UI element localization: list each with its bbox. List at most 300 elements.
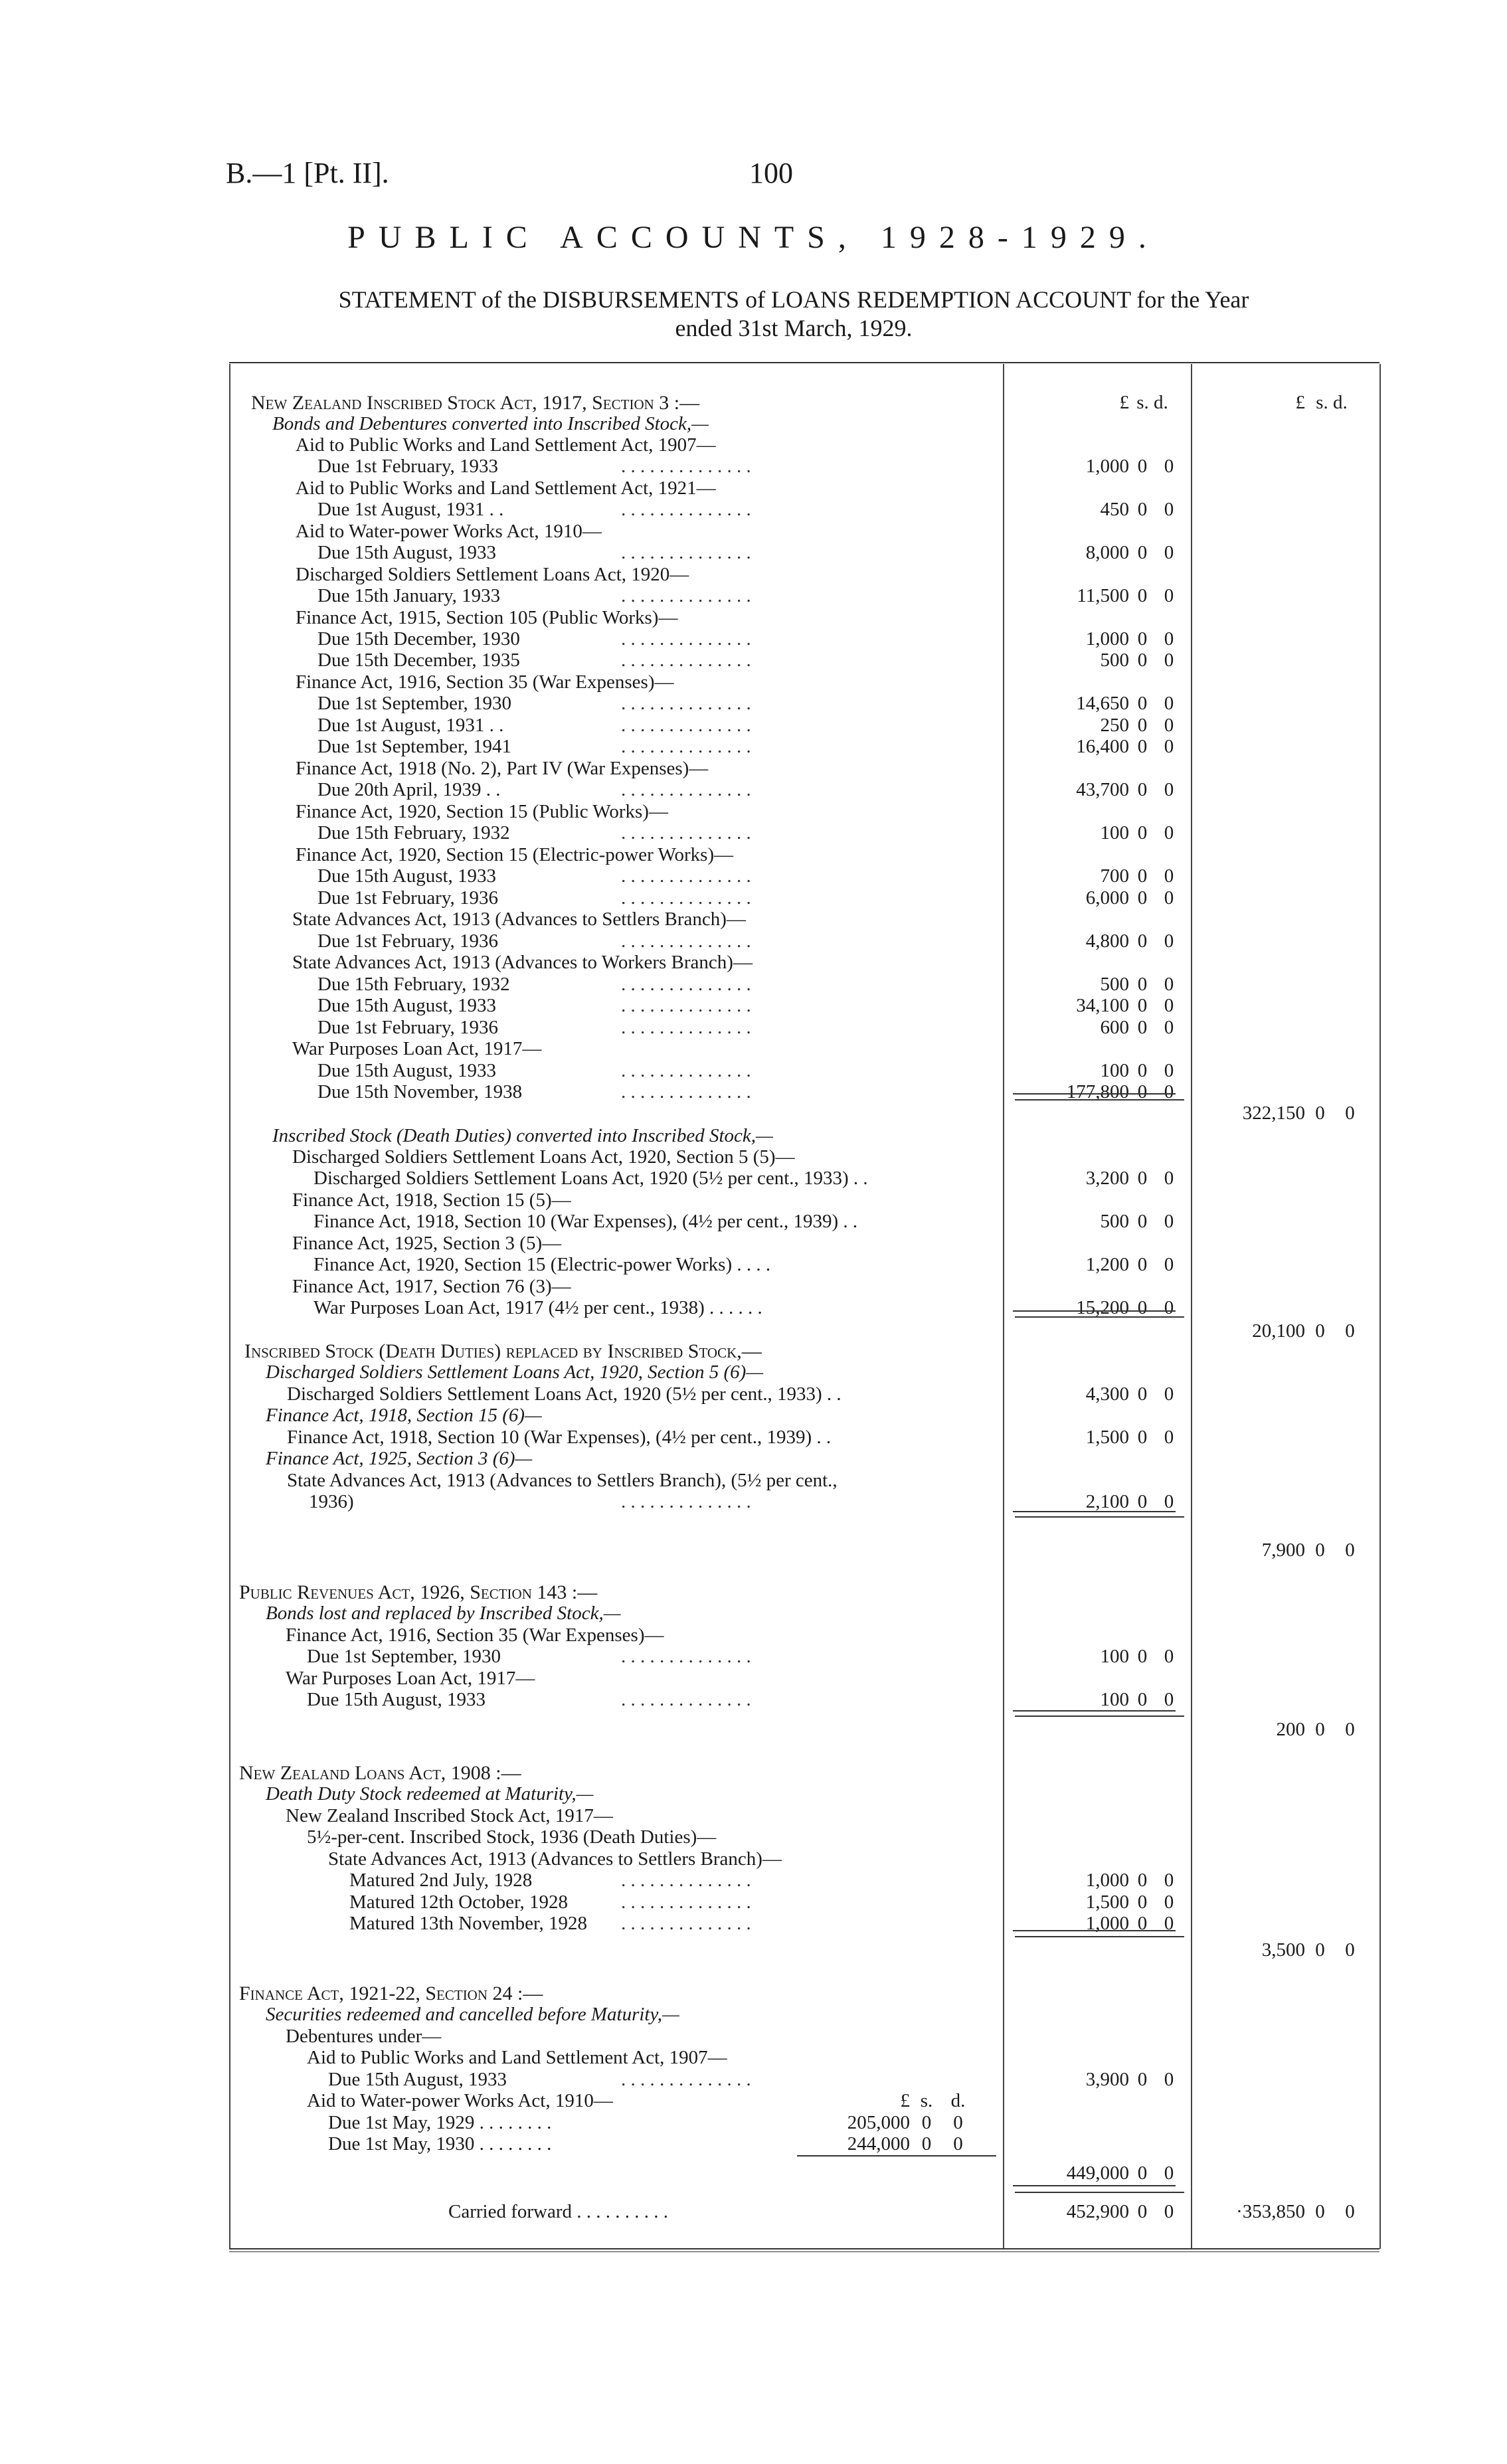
shillings: 0 xyxy=(1137,1297,1148,1318)
row-label: State Advances Act, 1913 (Advances to Settlers Branch)— xyxy=(328,1848,782,1870)
inner-pence: d. xyxy=(950,2090,966,2111)
row-label: State Advances Act, 1913 (Advances to Workers Branch)— xyxy=(292,952,753,973)
table-row xyxy=(0,801,1507,823)
table-row xyxy=(0,1102,1507,1124)
row-label: Finance Act, 1918, Section 15 (6)— xyxy=(266,1405,542,1426)
total-amount: ·353,850 xyxy=(1236,2201,1305,2222)
table-row xyxy=(0,671,1507,693)
shillings: 0 xyxy=(1137,1913,1148,1934)
table-row xyxy=(0,1060,1507,1082)
shillings: 0 xyxy=(1137,628,1148,650)
table-row xyxy=(0,1320,1507,1342)
pence: 0 xyxy=(1164,1870,1174,1891)
row-label: Aid to Water-power Works Act, 1910— xyxy=(307,2090,613,2111)
inner-pence: 0 xyxy=(953,2112,963,2133)
row-label: Due 1st February, 1936 xyxy=(317,1017,498,1038)
row-label: Due 1st September, 1930 xyxy=(307,1646,501,1667)
subtotal-rule xyxy=(1015,1936,1184,1937)
row-label: State Advances Act, 1913 (Advances to Settlers Branch)— xyxy=(292,909,746,930)
amount: 15,200 xyxy=(1076,1297,1129,1318)
table-row xyxy=(0,1982,1507,2004)
shillings: 0 xyxy=(1137,585,1148,606)
pence: 0 xyxy=(1164,693,1174,714)
row-label: Due 15th February, 1932 xyxy=(317,822,510,843)
dot-leader: . . . . . . . . . . . . . . xyxy=(621,736,751,757)
subtotal-rule xyxy=(1015,1099,1184,1100)
table-row xyxy=(0,499,1507,521)
row-label: Due 15th August, 1933 xyxy=(317,995,497,1016)
shillings: 0 xyxy=(1137,736,1148,757)
table-row xyxy=(0,2133,1507,2155)
amount: 3,900 xyxy=(1085,2069,1129,2090)
page-number: 100 xyxy=(749,157,793,189)
statement-title-line1: STATEMENT of the DISBURSEMENTS of LOANS REDEMPTION ACCOUNT for the Year xyxy=(338,286,1249,313)
dot-leader: . . . . . . . . . . . . . . xyxy=(621,995,751,1016)
shillings: 0 xyxy=(1137,930,1148,952)
dot-leader: . . . . . . . . . . . . . . xyxy=(621,650,751,671)
row-label: Finance Act, 1918 (No. 2), Part IV (War Expenses)— xyxy=(296,758,709,779)
row-label: Due 1st February, 1933 xyxy=(317,456,498,477)
amount: 1,000 xyxy=(1085,628,1129,650)
col2-sd-header: s. d. xyxy=(1316,392,1348,413)
amount: 700 xyxy=(1100,865,1129,887)
table-row xyxy=(0,1689,1507,1711)
dot-leader: . . . . . . . . . . . . . . xyxy=(621,1646,751,1667)
row-label: Bonds lost and replaced by Inscribed Stock,— xyxy=(266,1603,621,1624)
table-row xyxy=(0,952,1507,974)
table-row xyxy=(0,1405,1507,1427)
pence: 0 xyxy=(1164,1254,1174,1275)
total-shillings: 0 xyxy=(1315,2201,1325,2222)
column-rule xyxy=(1013,1310,1176,1312)
dot-leader: . . . . . . . . . . . . . . xyxy=(621,715,751,736)
shillings: 0 xyxy=(1137,693,1148,714)
pence: 0 xyxy=(1164,2069,1174,2090)
shillings: 0 xyxy=(1137,779,1148,800)
amount: 34,100 xyxy=(1076,995,1129,1016)
amount: 1,500 xyxy=(1085,1892,1129,1913)
table-row xyxy=(0,715,1507,737)
row-label: Finance Act, 1920, Section 15 (Electric-power Works) . . . . xyxy=(313,1254,771,1275)
table-row xyxy=(0,1783,1507,1805)
table-row xyxy=(0,1826,1507,1848)
row-label: Discharged Soldiers Settlement Loans Act, 1920, Section 5 (5)— xyxy=(292,1146,795,1168)
table-row xyxy=(0,564,1507,586)
dot-leader: . . . . . . . . . . . . . . xyxy=(621,865,751,887)
shillings: 0 xyxy=(1137,1892,1148,1913)
pence: 0 xyxy=(1164,1383,1174,1405)
amount: 4,800 xyxy=(1085,930,1129,952)
table-row xyxy=(0,1668,1507,1690)
table-row xyxy=(0,585,1507,607)
dot-leader: . . . . . . . . . . . . . . xyxy=(621,974,751,995)
table-row xyxy=(0,392,1507,414)
amount: 500 xyxy=(1100,650,1129,671)
table-row xyxy=(0,865,1507,887)
dot-leader: . . . . . . . . . . . . . . xyxy=(621,1689,751,1710)
dot-leader: . . . . . . . . . . . . . . xyxy=(621,1017,751,1038)
subtotal-rule xyxy=(1015,1716,1184,1717)
row-label: Public Revenues Act, 1926, Section 143 :— xyxy=(239,1581,598,1603)
dot-leader: . . . . . . . . . . . . . . xyxy=(621,1060,751,1081)
table-row xyxy=(0,628,1507,650)
total-amount: 200 xyxy=(1276,1719,1305,1740)
row-label: Discharged Soldiers Settlement Loans Act, 1920 (5½ per cent., 1933) . . xyxy=(313,1168,868,1189)
shillings: 0 xyxy=(1137,1060,1148,1081)
amount: 8,000 xyxy=(1085,542,1129,563)
table-row xyxy=(0,974,1507,996)
row-label: Finance Act, 1918, Section 10 (War Expenses), (4½ per cent., 1939) . . xyxy=(313,1211,858,1232)
pence: 0 xyxy=(1164,1491,1174,1512)
shillings: 0 xyxy=(1137,456,1148,477)
amount: 1,000 xyxy=(1085,1913,1129,1934)
shillings: 0 xyxy=(1137,1491,1148,1512)
pence: 0 xyxy=(1164,2162,1174,2184)
column-rule xyxy=(1013,1511,1176,1512)
total-amount: 20,100 xyxy=(1252,1320,1305,1342)
table-row xyxy=(0,1939,1507,1961)
row-label: Aid to Public Works and Land Settlement Act, 1907— xyxy=(296,434,716,456)
inner-shillings: 0 xyxy=(921,2133,932,2155)
shillings: 0 xyxy=(1137,1081,1148,1102)
total-pence: 0 xyxy=(1345,1102,1355,1124)
amount: 3,200 xyxy=(1085,1168,1129,1189)
dot-leader: . . . . . . . . . . . . . . xyxy=(621,693,751,714)
table-row xyxy=(0,2201,1507,2223)
amount: 600 xyxy=(1100,1017,1129,1038)
row-label: 5½-per-cent. Inscribed Stock, 1936 (Death Duties)— xyxy=(307,1826,717,1848)
amount: 100 xyxy=(1100,822,1129,843)
column-rule xyxy=(1013,2185,1176,2186)
row-label: Due 15th August, 1933 xyxy=(328,2069,507,2090)
pence: 0 xyxy=(1164,585,1174,606)
row-label: Inscribed Stock (Death Duties) converted into Inscribed Stock,— xyxy=(272,1125,773,1146)
row-label: Bonds and Debentures converted into Inscribed Stock,— xyxy=(272,413,709,434)
row-label: Finance Act, 1918, Section 15 (5)— xyxy=(292,1189,571,1211)
total-amount: 7,900 xyxy=(1261,1540,1305,1561)
shillings: 0 xyxy=(1137,715,1148,736)
table-row xyxy=(0,1233,1507,1255)
table-row xyxy=(0,1762,1507,1784)
table-row xyxy=(0,1448,1507,1470)
table-row xyxy=(0,1038,1507,1060)
table-row xyxy=(0,1211,1507,1233)
shillings: 0 xyxy=(1137,1254,1148,1275)
row-label: Inscribed Stock (Death Duties) replaced by Inscribed Stock,— xyxy=(244,1340,762,1362)
shillings: 0 xyxy=(1137,2162,1148,2184)
amount: 449,000 xyxy=(1066,2162,1129,2184)
row-label: State Advances Act, 1913 (Advances to Settlers Branch), (5½ per cent., xyxy=(287,1470,838,1491)
row-label: Discharged Soldiers Settlement Loans Act, 1920— xyxy=(296,564,689,585)
table-row xyxy=(0,2047,1507,2069)
table-row xyxy=(0,1892,1507,1913)
table-row xyxy=(0,1081,1507,1103)
row-label: Due 1st August, 1931 . . xyxy=(317,499,504,520)
row-label: Finance Act, 1925, Section 3 (5)— xyxy=(292,1233,562,1254)
dot-leader: . . . . . . . . . . . . . . xyxy=(621,2069,751,2090)
row-label: Due 15th December, 1930 xyxy=(317,628,520,650)
pence: 0 xyxy=(1164,1297,1174,1318)
pence: 0 xyxy=(1164,779,1174,800)
row-label: Aid to Public Works and Land Settlement Act, 1921— xyxy=(296,478,716,499)
pence: 0 xyxy=(1164,1168,1174,1189)
row-label: Due 1st February, 1936 xyxy=(317,887,498,909)
pence: 0 xyxy=(1164,822,1174,843)
row-label: Finance Act, 1916, Section 35 (War Expenses)— xyxy=(296,671,674,693)
table-row xyxy=(0,1870,1507,1892)
amount: 500 xyxy=(1100,1211,1129,1232)
row-label: Due 15th January, 1933 xyxy=(317,585,501,606)
row-label: Finance Act, 1917, Section 76 (3)— xyxy=(292,1276,571,1297)
row-label: Finance Act, 1921-22, Section 24 :— xyxy=(239,1982,543,2004)
pence: 0 xyxy=(1164,1017,1174,1038)
amount: 100 xyxy=(1100,1689,1129,1710)
table-row xyxy=(0,2026,1507,2048)
row-label: Due 15th August, 1933 xyxy=(317,542,497,563)
table-row xyxy=(0,1189,1507,1211)
amount: 6,000 xyxy=(1085,887,1129,909)
table-frame-bottom-inner xyxy=(229,2251,1379,2252)
pence: 0 xyxy=(1164,1646,1174,1667)
pence: 0 xyxy=(1164,1892,1174,1913)
amount: 1,200 xyxy=(1085,1254,1129,1275)
statement-title xyxy=(199,286,1388,343)
col1-pound-header: £ xyxy=(1119,392,1129,413)
table-row xyxy=(0,521,1507,543)
shillings: 0 xyxy=(1137,2069,1148,2090)
row-label: Finance Act, 1925, Section 3 (6)— xyxy=(266,1448,533,1469)
amount: 4,300 xyxy=(1085,1383,1129,1405)
amount: 2,100 xyxy=(1085,1491,1129,1512)
row-label: War Purposes Loan Act, 1917 (4½ per cent., 1938) . . . . . . xyxy=(313,1297,762,1318)
pence: 0 xyxy=(1164,1211,1174,1232)
dot-leader: . . . . . . . . . . . . . . xyxy=(621,456,751,477)
total-shillings: 0 xyxy=(1315,1939,1325,1961)
shillings: 0 xyxy=(1137,1427,1148,1448)
shillings: 0 xyxy=(1137,822,1148,843)
row-label: Finance Act, 1918, Section 10 (War Expenses), (4½ per cent., 1939) . . xyxy=(287,1427,832,1448)
row-label: Matured 12th October, 1928 xyxy=(349,1892,569,1913)
table-row xyxy=(0,1340,1507,1362)
row-label: Due 15th December, 1935 xyxy=(317,650,520,671)
table-row xyxy=(0,887,1507,909)
shillings: 0 xyxy=(1137,1383,1148,1405)
table-row xyxy=(0,736,1507,758)
shillings: 0 xyxy=(1137,887,1148,909)
row-label: Finance Act, 1920, Section 15 (Public Works)— xyxy=(296,801,668,822)
inner-amount: 205,000 xyxy=(847,2112,910,2133)
header-code: B.—1 [Pt. II]. xyxy=(226,157,389,189)
row-label: Due 15th August, 1933 xyxy=(317,865,497,887)
shillings: 0 xyxy=(1137,974,1148,995)
shillings: 0 xyxy=(1137,1211,1148,1232)
subtotal-rule xyxy=(1015,1316,1184,1318)
dot-leader: . . . . . . . . . . . . . . xyxy=(621,585,751,606)
subtotal-rule xyxy=(1015,1516,1184,1518)
pence: 0 xyxy=(1164,887,1174,909)
dot-leader: . . . . . . . . . . . . . . xyxy=(621,1870,751,1891)
table-row xyxy=(0,1297,1507,1319)
table-row xyxy=(0,1276,1507,1298)
table-row xyxy=(0,650,1507,671)
amount: 450 xyxy=(1100,499,1129,520)
table-row xyxy=(0,2069,1507,2091)
table-row xyxy=(0,1603,1507,1625)
row-label: Due 1st May, 1930 . . . . . . . . xyxy=(328,2133,552,2155)
total-shillings: 0 xyxy=(1315,1719,1325,1740)
col1-sd-header: s. d. xyxy=(1136,392,1168,413)
table-row xyxy=(0,1625,1507,1646)
dot-leader: . . . . . . . . . . . . . . xyxy=(621,930,751,952)
total-shillings: 0 xyxy=(1315,1102,1325,1124)
row-label: Death Duty Stock redeemed at Maturity,— xyxy=(266,1783,594,1804)
pence: 0 xyxy=(1164,1427,1174,1448)
table-row xyxy=(0,1913,1507,1935)
dot-leader: . . . . . . . . . . . . . . xyxy=(621,499,751,520)
table-row xyxy=(0,434,1507,456)
pence: 0 xyxy=(1164,974,1174,995)
row-label: Matured 2nd July, 1928 xyxy=(349,1870,533,1891)
inner-pence: 0 xyxy=(953,2133,963,2155)
amount: 16,400 xyxy=(1076,736,1129,757)
amount: 100 xyxy=(1100,1060,1129,1081)
dot-leader: . . . . . . . . . . . . . . xyxy=(621,887,751,909)
pence: 0 xyxy=(1164,715,1174,736)
statement-title-line2: ended 31st March, 1929. xyxy=(675,315,913,341)
amount: 1,000 xyxy=(1085,456,1129,477)
pence: 0 xyxy=(1164,628,1174,650)
table-row xyxy=(0,1805,1507,1827)
row-label: War Purposes Loan Act, 1917— xyxy=(292,1038,542,1059)
pence: 0 xyxy=(1164,1913,1174,1934)
table-row xyxy=(0,456,1507,478)
shillings: 0 xyxy=(1137,995,1148,1016)
subtotal-rule xyxy=(1015,2192,1184,2193)
amount: 177,800 xyxy=(1066,1081,1129,1102)
row-label: Due 1st May, 1929 . . . . . . . . xyxy=(328,2112,552,2133)
pence: 0 xyxy=(1164,736,1174,757)
table-row xyxy=(0,2112,1507,2134)
row-label: Due 20th April, 1939 . . xyxy=(317,779,501,800)
row-label: War Purposes Loan Act, 1917— xyxy=(286,1668,535,1689)
total-pence: 0 xyxy=(1345,1939,1355,1961)
row-label: Aid to Water-power Works Act, 1910— xyxy=(296,521,602,542)
amount: 452,900 xyxy=(1066,2201,1129,2222)
total-pence: 0 xyxy=(1345,1540,1355,1561)
row-label: Due 1st September, 1930 xyxy=(317,693,512,714)
row-label: New Zealand Inscribed Stock Act, 1917, Section 3 :— xyxy=(251,392,700,414)
amount: 14,650 xyxy=(1076,693,1129,714)
shillings: 0 xyxy=(1137,2201,1148,2222)
table-row xyxy=(0,1646,1507,1668)
table-row xyxy=(0,1254,1507,1276)
table-row xyxy=(0,1719,1507,1741)
shillings: 0 xyxy=(1137,1689,1148,1710)
shillings: 0 xyxy=(1137,650,1148,671)
inner-amount: £ xyxy=(900,2090,910,2111)
table-row xyxy=(0,1125,1507,1147)
pence: 0 xyxy=(1164,499,1174,520)
table-row xyxy=(0,478,1507,499)
dot-leader: . . . . . . . . . . . . . . xyxy=(621,1491,751,1512)
table-row xyxy=(0,1017,1507,1039)
table-row xyxy=(0,1491,1507,1513)
table-row xyxy=(0,1168,1507,1189)
table-row xyxy=(0,413,1507,435)
amount: 500 xyxy=(1100,974,1129,995)
pence: 0 xyxy=(1164,1689,1174,1710)
amount: 250 xyxy=(1100,715,1129,736)
table-row xyxy=(0,1383,1507,1405)
row-label: Due 15th August, 1933 xyxy=(307,1689,486,1710)
row-label: Carried forward . . . . . . . . . . xyxy=(448,2201,668,2222)
total-pence: 0 xyxy=(1345,2201,1355,2222)
pence: 0 xyxy=(1164,930,1174,952)
table-row xyxy=(0,995,1507,1017)
shillings: 0 xyxy=(1137,865,1148,887)
row-label: Due 1st August, 1931 . . xyxy=(317,715,504,736)
inner-shillings: 0 xyxy=(921,2112,932,2133)
table-row xyxy=(0,693,1507,715)
dot-leader: . . . . . . . . . . . . . . xyxy=(621,1081,751,1102)
table-row xyxy=(0,779,1507,801)
pence: 0 xyxy=(1164,865,1174,887)
total-amount: 3,500 xyxy=(1261,1939,1305,1961)
row-label: 1936) xyxy=(309,1491,354,1512)
table-row xyxy=(0,607,1507,629)
shillings: 0 xyxy=(1137,1646,1148,1667)
dot-leader: . . . . . . . . . . . . . . xyxy=(621,822,751,843)
table-row xyxy=(0,1146,1507,1168)
table-row xyxy=(0,930,1507,952)
pence: 0 xyxy=(1164,650,1174,671)
table-row xyxy=(0,1470,1507,1492)
shillings: 0 xyxy=(1137,1168,1148,1189)
table-row xyxy=(0,909,1507,930)
row-label: Securities redeemed and cancelled before Maturity,— xyxy=(266,2004,679,2025)
dot-leader: . . . . . . . . . . . . . . xyxy=(621,1913,751,1934)
amount: 43,700 xyxy=(1076,779,1129,800)
row-label: New Zealand Loans Act, 1908 :— xyxy=(239,1762,521,1784)
shillings: 0 xyxy=(1137,542,1148,563)
column-rule xyxy=(1013,1093,1176,1095)
table-row xyxy=(0,1362,1507,1383)
col2-pound-header: £ xyxy=(1295,392,1305,413)
shillings: 0 xyxy=(1137,499,1148,520)
row-label: Aid to Public Works and Land Settlement Act, 1907— xyxy=(307,2047,727,2068)
row-label: Finance Act, 1920, Section 15 (Electric-power Works)— xyxy=(296,844,734,865)
pence: 0 xyxy=(1164,542,1174,563)
amount: 1,000 xyxy=(1085,1870,1129,1891)
table-row xyxy=(0,822,1507,844)
inner-amount: 244,000 xyxy=(847,2133,910,2155)
dot-leader: . . . . . . . . . . . . . . xyxy=(621,1892,751,1913)
row-label: Due 1st September, 1941 xyxy=(317,736,512,757)
amount: 100 xyxy=(1100,1646,1129,1667)
total-shillings: 0 xyxy=(1315,1320,1325,1342)
table-row xyxy=(0,844,1507,866)
shillings: 0 xyxy=(1137,1870,1148,1891)
table-row xyxy=(0,1581,1507,1603)
total-shillings: 0 xyxy=(1315,1540,1325,1561)
row-label: Discharged Soldiers Settlement Loans Act, 1920 (5½ per cent., 1933) . . xyxy=(287,1383,842,1405)
amount: 1,500 xyxy=(1085,1427,1129,1448)
table-row xyxy=(0,758,1507,780)
dot-leader: . . . . . . . . . . . . . . xyxy=(621,779,751,800)
table-row xyxy=(0,542,1507,564)
table-row xyxy=(0,1540,1507,1561)
amount: 11,500 xyxy=(1077,585,1129,606)
